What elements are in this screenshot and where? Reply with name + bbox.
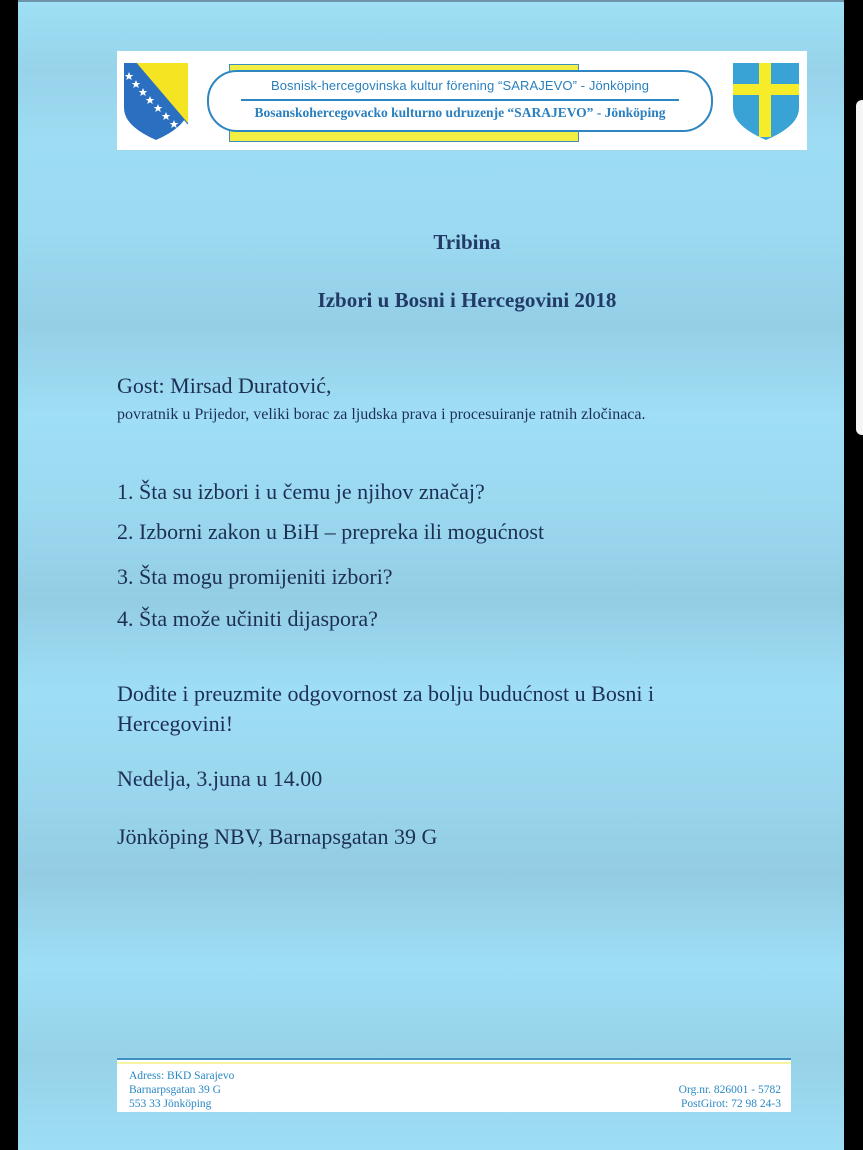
footer-registration	[679, 1083, 781, 1111]
org-number: Org.nr. 826001 - 5782	[678, 1084, 781, 1096]
footer-stripe	[117, 1062, 791, 1064]
topic-item: 4. Šta može učiniti dijaspora?	[117, 606, 378, 631]
topic-item: 1. Šta su izbori i u čemu je njihov značaj?	[117, 479, 485, 504]
event-datetime: Nedelja, 3.juna u 14.00	[117, 766, 323, 791]
org-name-bosnian: Bosanskohercegovacko kulturno udruzenje “SARAJEVO” - Jönköping	[254, 105, 666, 120]
swedish-cross-shield-icon	[731, 60, 801, 142]
event-type-heading: Tribina	[433, 230, 501, 254]
topic-item: 2. Izborni zakon u BiH – prepreka ili mogućnost	[117, 519, 545, 544]
flyer-page	[18, 0, 844, 1150]
header-banner	[117, 51, 807, 150]
event-location: Jönköping NBV, Barnapsgatan 39 G	[117, 824, 438, 849]
event-title-heading: Izbori u Bosni i Hercegovini 2018	[317, 288, 617, 312]
address-line: Barnarpsgatan 39 G	[129, 1084, 221, 1096]
postgirot-number: PostGirot: 72 98 24-3	[681, 1098, 781, 1110]
guest-description: povratnik u Prijedor, veliki borac za ljudska prava i procesuiranje ratnih zločinaca.	[117, 406, 646, 423]
device-edge-panel-handle[interactable]	[856, 100, 863, 435]
topic-item: 3. Šta mogu promijeniti izbori?	[117, 564, 393, 589]
banner-divider	[241, 99, 679, 101]
banner-title-pill	[207, 70, 713, 132]
bosnia-coat-of-arms-icon	[122, 60, 192, 142]
footer-letterhead	[117, 1058, 791, 1112]
org-name-swedish: Bosnisk-hercegovinska kultur förening “SARAJEVO” - Jönköping	[270, 78, 650, 93]
address-line: 553 33 Jönköping	[129, 1098, 212, 1110]
address-line: Adress: BKD Sarajevo	[129, 1070, 235, 1082]
guest-name: Gost: Mirsad Duratović,	[117, 373, 332, 398]
footer-address	[129, 1069, 234, 1111]
call-to-action: Dođite i preuzmite odgovornost za bolju budućnost u Bosni i Hercegovini!	[117, 681, 655, 736]
